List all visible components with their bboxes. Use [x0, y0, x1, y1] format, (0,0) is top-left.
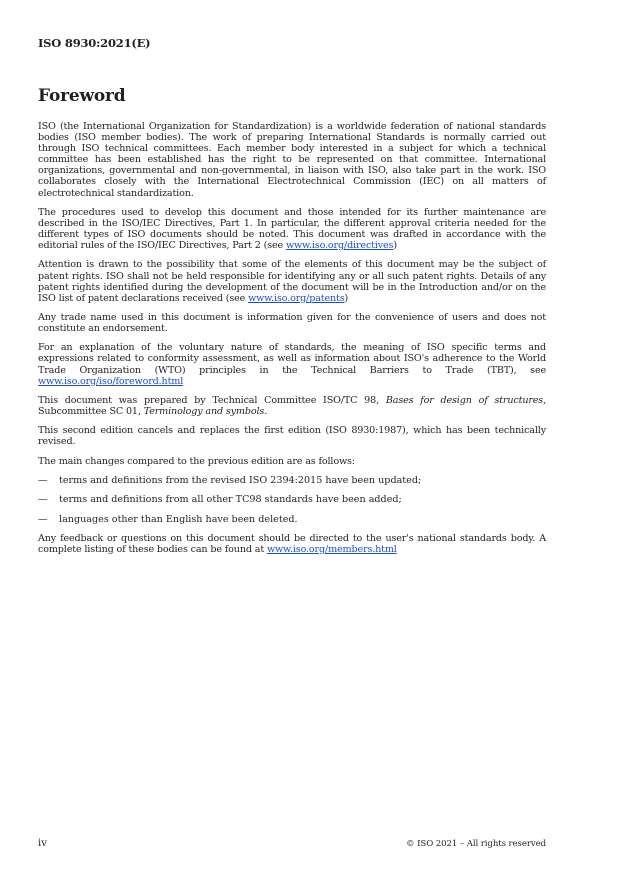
foreword-link[interactable]: www.iso.org/iso/foreword.html	[38, 375, 184, 387]
list-item: — languages other than English have been deleted.	[38, 513, 298, 525]
dash-bullet: —	[38, 513, 48, 525]
paragraph-voluntary-nature: For an explanation of the voluntary nature of standards, the meaning of ISO specific terms and expressions related to conformity assessment, as well as information about ISO's adherence to the World Trade Organization (WTO) principles in the Technical Barriers to Trade (TBT), see www.iso.org/iso/foreword.html	[38, 342, 546, 387]
paragraph-feedback: Any feedback or questions on this document should be directed to the user's national standards body. A complete listing of these bodies can be found at www.iso.org/members.html	[38, 532, 546, 555]
paragraph-trade-name: Any trade name used in this document is information given for the convenience of users and does not constitute an endorsement.	[38, 311, 546, 335]
list-item: — terms and definitions from the revised ISO 2394:2015 have been updated;	[38, 474, 422, 486]
paragraph-iso-intro: ISO (the International Organization for Standardization) is a worldwide federation of national standards bodies (ISO member bodies). The work of preparing International Standards is normally carried out through ISO technical committees. Each member body interested in a subject for which a technical committee has been established has the right to be represented on that committee. International organizations, governmental and non-governmental, in liaison with ISO, also take part in the work. ISO collaborates closely with the International Electrotechnical Commission (IEC) on all matters of electrotechnical standardization.	[38, 121, 546, 199]
dash-bullet: —	[38, 474, 48, 486]
paragraph-committee: This document was prepared by Technical Committee ISO/TC 98, Bases for design of structures, Subcommittee SC 01, Terminology and symbols.	[38, 394, 546, 417]
paragraph-edition: This second edition cancels and replaces the first edition (ISO 8930:1987), which has been technically revised.	[38, 425, 546, 448]
paragraph-changes-intro: The main changes compared to the previous edition are as follows:	[38, 455, 355, 467]
list-item: — terms and definitions from all other TC98 standards have been added;	[38, 494, 402, 506]
changes-list	[38, 475, 546, 525]
paragraph-patents: Attention is drawn to the possibility that some of the elements of this document may be the subject of patent rights. ISO shall not be held responsible for identifying any or all such patent rights. Details of any patent rights identified during the development of the document will be in the Introduction and/or on the ISO list of patent declarations received (see www.iso.org/patents)	[38, 259, 546, 304]
dash-bullet: —	[38, 494, 48, 506]
paragraph-procedures: The procedures used to develop this document and those intended for its further maintenance are described in the ISO/IEC Directives, Part 1. In particular, the different approval criteria needed for the different types of ISO documents should be noted. This document was drafted in accordance with the editorial rules of the ISO/IEC Directives, Part 2 (see www.iso.org/directives)	[38, 206, 546, 252]
directives-link[interactable]: www.iso.org/directives	[285, 240, 394, 252]
page-number: iv	[38, 838, 47, 849]
members-link[interactable]: www.iso.org/members.html	[266, 543, 397, 555]
section-title: Foreword	[38, 86, 126, 106]
patents-link[interactable]: www.iso.org/patents	[248, 292, 345, 304]
document-id: ISO 8930:2021(E)	[38, 36, 151, 50]
foreword-body	[38, 121, 546, 563]
copyright-notice: © ISO 2021 – All rights reserved	[406, 839, 546, 849]
